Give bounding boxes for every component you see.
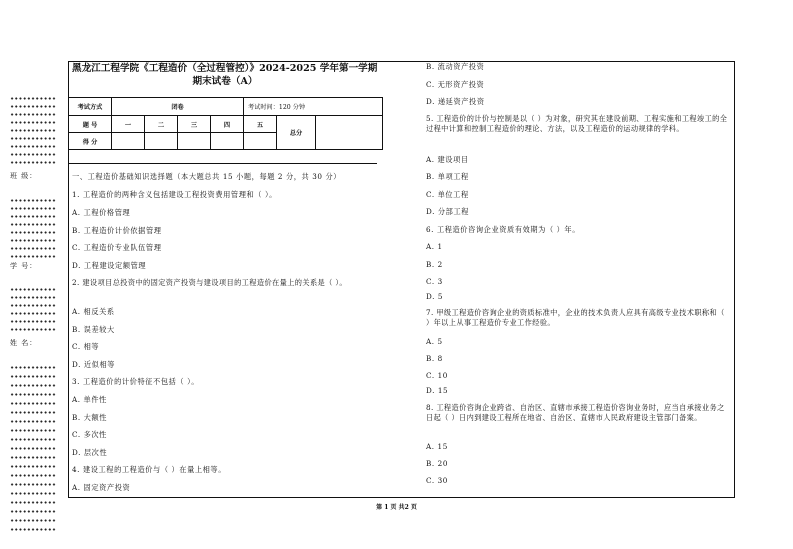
question-6-option-a: A. 1 — [426, 242, 443, 251]
dotted-line — [10, 113, 56, 116]
student-id-label: 学 号： — [10, 262, 38, 270]
dotted-line — [10, 438, 56, 441]
dotted-line — [10, 474, 56, 477]
dotted-line — [10, 411, 56, 414]
question-3-option-d: D. 层次性 — [72, 448, 108, 457]
question-8-option-b: B. 20 — [426, 459, 448, 468]
dotted-line — [10, 231, 56, 234]
score-cell — [112, 133, 145, 150]
question-5-stem: 5. 工程造价的计价与控制是以（ ）为对象，研究其在建设前期、工程实施和工程竣工的全过程中计算和控制工程造价的理论、方法，以及工程造价的运动规律的学科。 — [426, 114, 728, 133]
total-label: 总分 — [277, 116, 316, 150]
question-no-label: 题 号 — [69, 116, 112, 133]
question-3-option-b: B. 大额性 — [72, 413, 108, 422]
dotted-line — [10, 402, 56, 405]
total-score-cell — [316, 116, 383, 150]
dotted-line — [10, 366, 56, 369]
question-8-option-a: A. 15 — [426, 442, 448, 451]
question-2-option-a: A. 相反关系 — [72, 307, 115, 316]
dotted-line — [10, 215, 56, 218]
class-label: 班 级： — [10, 172, 38, 180]
score-cell — [211, 133, 244, 150]
column-header: 四 — [211, 116, 244, 133]
column-header: 二 — [145, 116, 178, 133]
exam-title — [72, 62, 378, 88]
question-7-option-d: D. 15 — [426, 386, 449, 395]
dotted-line — [10, 483, 56, 486]
question-2-stem: 2. 建设项目总投资中的固定资产投资与建设项目的工程造价在量上的关系是（ ）。 — [72, 278, 347, 287]
dotted-line — [10, 393, 56, 396]
dotted-line — [10, 328, 56, 331]
question-7-option-c: C. 10 — [426, 371, 448, 380]
question-4-option-c: C. 无形资产投资 — [426, 80, 485, 89]
column-header: 三 — [178, 116, 211, 133]
exam-method-label: 考试方式 — [69, 98, 112, 116]
dotted-line — [10, 528, 56, 531]
title-line-1: 黑龙江工程学院《工程造价（全过程管控）》2024-2025 学年第一学期 — [72, 63, 378, 74]
question-8-stem: 8. 工程造价咨询企业跨省、自治区、直辖市承接工程造价咨询业务时，应当自承接业务之日起（ ）日内到建设工程所在地省、自治区、直辖市人民政府建设主管部门备案。 — [426, 403, 725, 422]
dotted-line — [10, 145, 56, 148]
dotted-line — [10, 207, 56, 210]
dotted-line — [10, 429, 56, 432]
dotted-line — [10, 492, 56, 495]
question-4-stem: 4. 建设工程的工程造价与（ ）在量上相等。 — [72, 465, 227, 474]
score-table — [68, 97, 383, 150]
dotted-line — [10, 121, 56, 124]
dotted-line — [10, 161, 56, 164]
exam-method-value: 闭卷 — [112, 98, 244, 116]
dotted-line — [10, 456, 56, 459]
dotted-line — [10, 465, 56, 468]
dotted-line — [10, 239, 56, 242]
dotted-line — [10, 375, 56, 378]
dotted-line — [10, 447, 56, 450]
exam-time: 考试时间：120 分钟 — [244, 98, 383, 116]
dotted-line — [10, 304, 56, 307]
dotted-line — [10, 137, 56, 140]
score-cell — [178, 133, 211, 150]
dotted-line — [10, 97, 56, 100]
question-6-option-d: D. 5 — [426, 292, 444, 301]
dotted-line — [10, 153, 56, 156]
section-heading: 一、工程造价基础知识选择题（本大题总共 15 小题，每题 2 分，共 30 分） — [72, 172, 342, 181]
dotted-line — [10, 255, 56, 258]
page-number: 第 1 页 共2 页 — [376, 504, 417, 511]
binding-margin — [0, 0, 66, 549]
question-3-option-a: A. 单件性 — [72, 395, 107, 404]
question-2-option-d: D. 近似相等 — [72, 360, 116, 369]
question-4-option-b: B. 流动资产投资 — [426, 62, 485, 71]
question-5-option-d: D. 分部工程 — [426, 207, 470, 216]
dotted-line — [10, 320, 56, 323]
question-2-option-b: B. 误差较大 — [72, 325, 115, 334]
dotted-line — [10, 420, 56, 423]
score-label: 得 分 — [69, 133, 112, 150]
question-7-option-a: A. 5 — [426, 337, 443, 346]
dotted-line — [10, 247, 56, 250]
question-3-option-c: C. 多次性 — [72, 430, 107, 439]
question-1-option-a: A. 工程价格管理 — [72, 208, 131, 217]
divider-line — [68, 163, 377, 164]
question-2-option-c: C. 相等 — [72, 342, 100, 351]
question-5-option-a: A. 建设项目 — [426, 155, 469, 164]
question-1-option-c: C. 工程造价专业队伍管理 — [72, 243, 162, 252]
question-8-option-c: C. 30 — [426, 476, 448, 485]
dotted-line — [10, 519, 56, 522]
dotted-line — [10, 288, 56, 291]
column-header: 一 — [112, 116, 145, 133]
dotted-line — [10, 296, 56, 299]
score-cell — [145, 133, 178, 150]
title-line-2: 期末试卷（A） — [192, 76, 258, 87]
question-6-stem: 6. 工程造价咨询企业资质有效期为（ ）年。 — [426, 225, 581, 234]
question-7-option-b: B. 8 — [426, 354, 443, 363]
question-5-option-b: B. 单项工程 — [426, 172, 469, 181]
dotted-line — [10, 223, 56, 226]
question-3-stem: 3. 工程造价的计价特征不包括（ ）。 — [72, 377, 200, 386]
dotted-line — [10, 384, 56, 387]
question-5-option-c: C. 单位工程 — [426, 190, 469, 199]
name-label: 姓 名： — [10, 339, 38, 347]
dotted-line — [10, 312, 56, 315]
question-7-stem: 7. 甲级工程造价咨询企业的资质标准中，企业的技术负责人应具有高级专业技术职称和（ ）年以上从事工程造价专业工作经验。 — [426, 308, 725, 327]
question-6-option-c: C. 3 — [426, 277, 443, 286]
question-4-option-a: A. 固定资产投资 — [72, 483, 131, 492]
question-4-option-d: D. 递延资产投资 — [426, 97, 485, 106]
dotted-line — [10, 199, 56, 202]
question-1-option-d: D. 工程建设定额管理 — [72, 261, 147, 270]
question-1-option-b: B. 工程造价计价依据管理 — [72, 226, 162, 235]
question-1-stem: 1. 工程造价的两种含义包括建设工程投资费用管理和（ ）。 — [72, 190, 277, 199]
score-cell — [244, 133, 277, 150]
dotted-line — [10, 105, 56, 108]
column-header: 五 — [244, 116, 277, 133]
dotted-line — [10, 129, 56, 132]
question-6-option-b: B. 2 — [426, 260, 443, 269]
